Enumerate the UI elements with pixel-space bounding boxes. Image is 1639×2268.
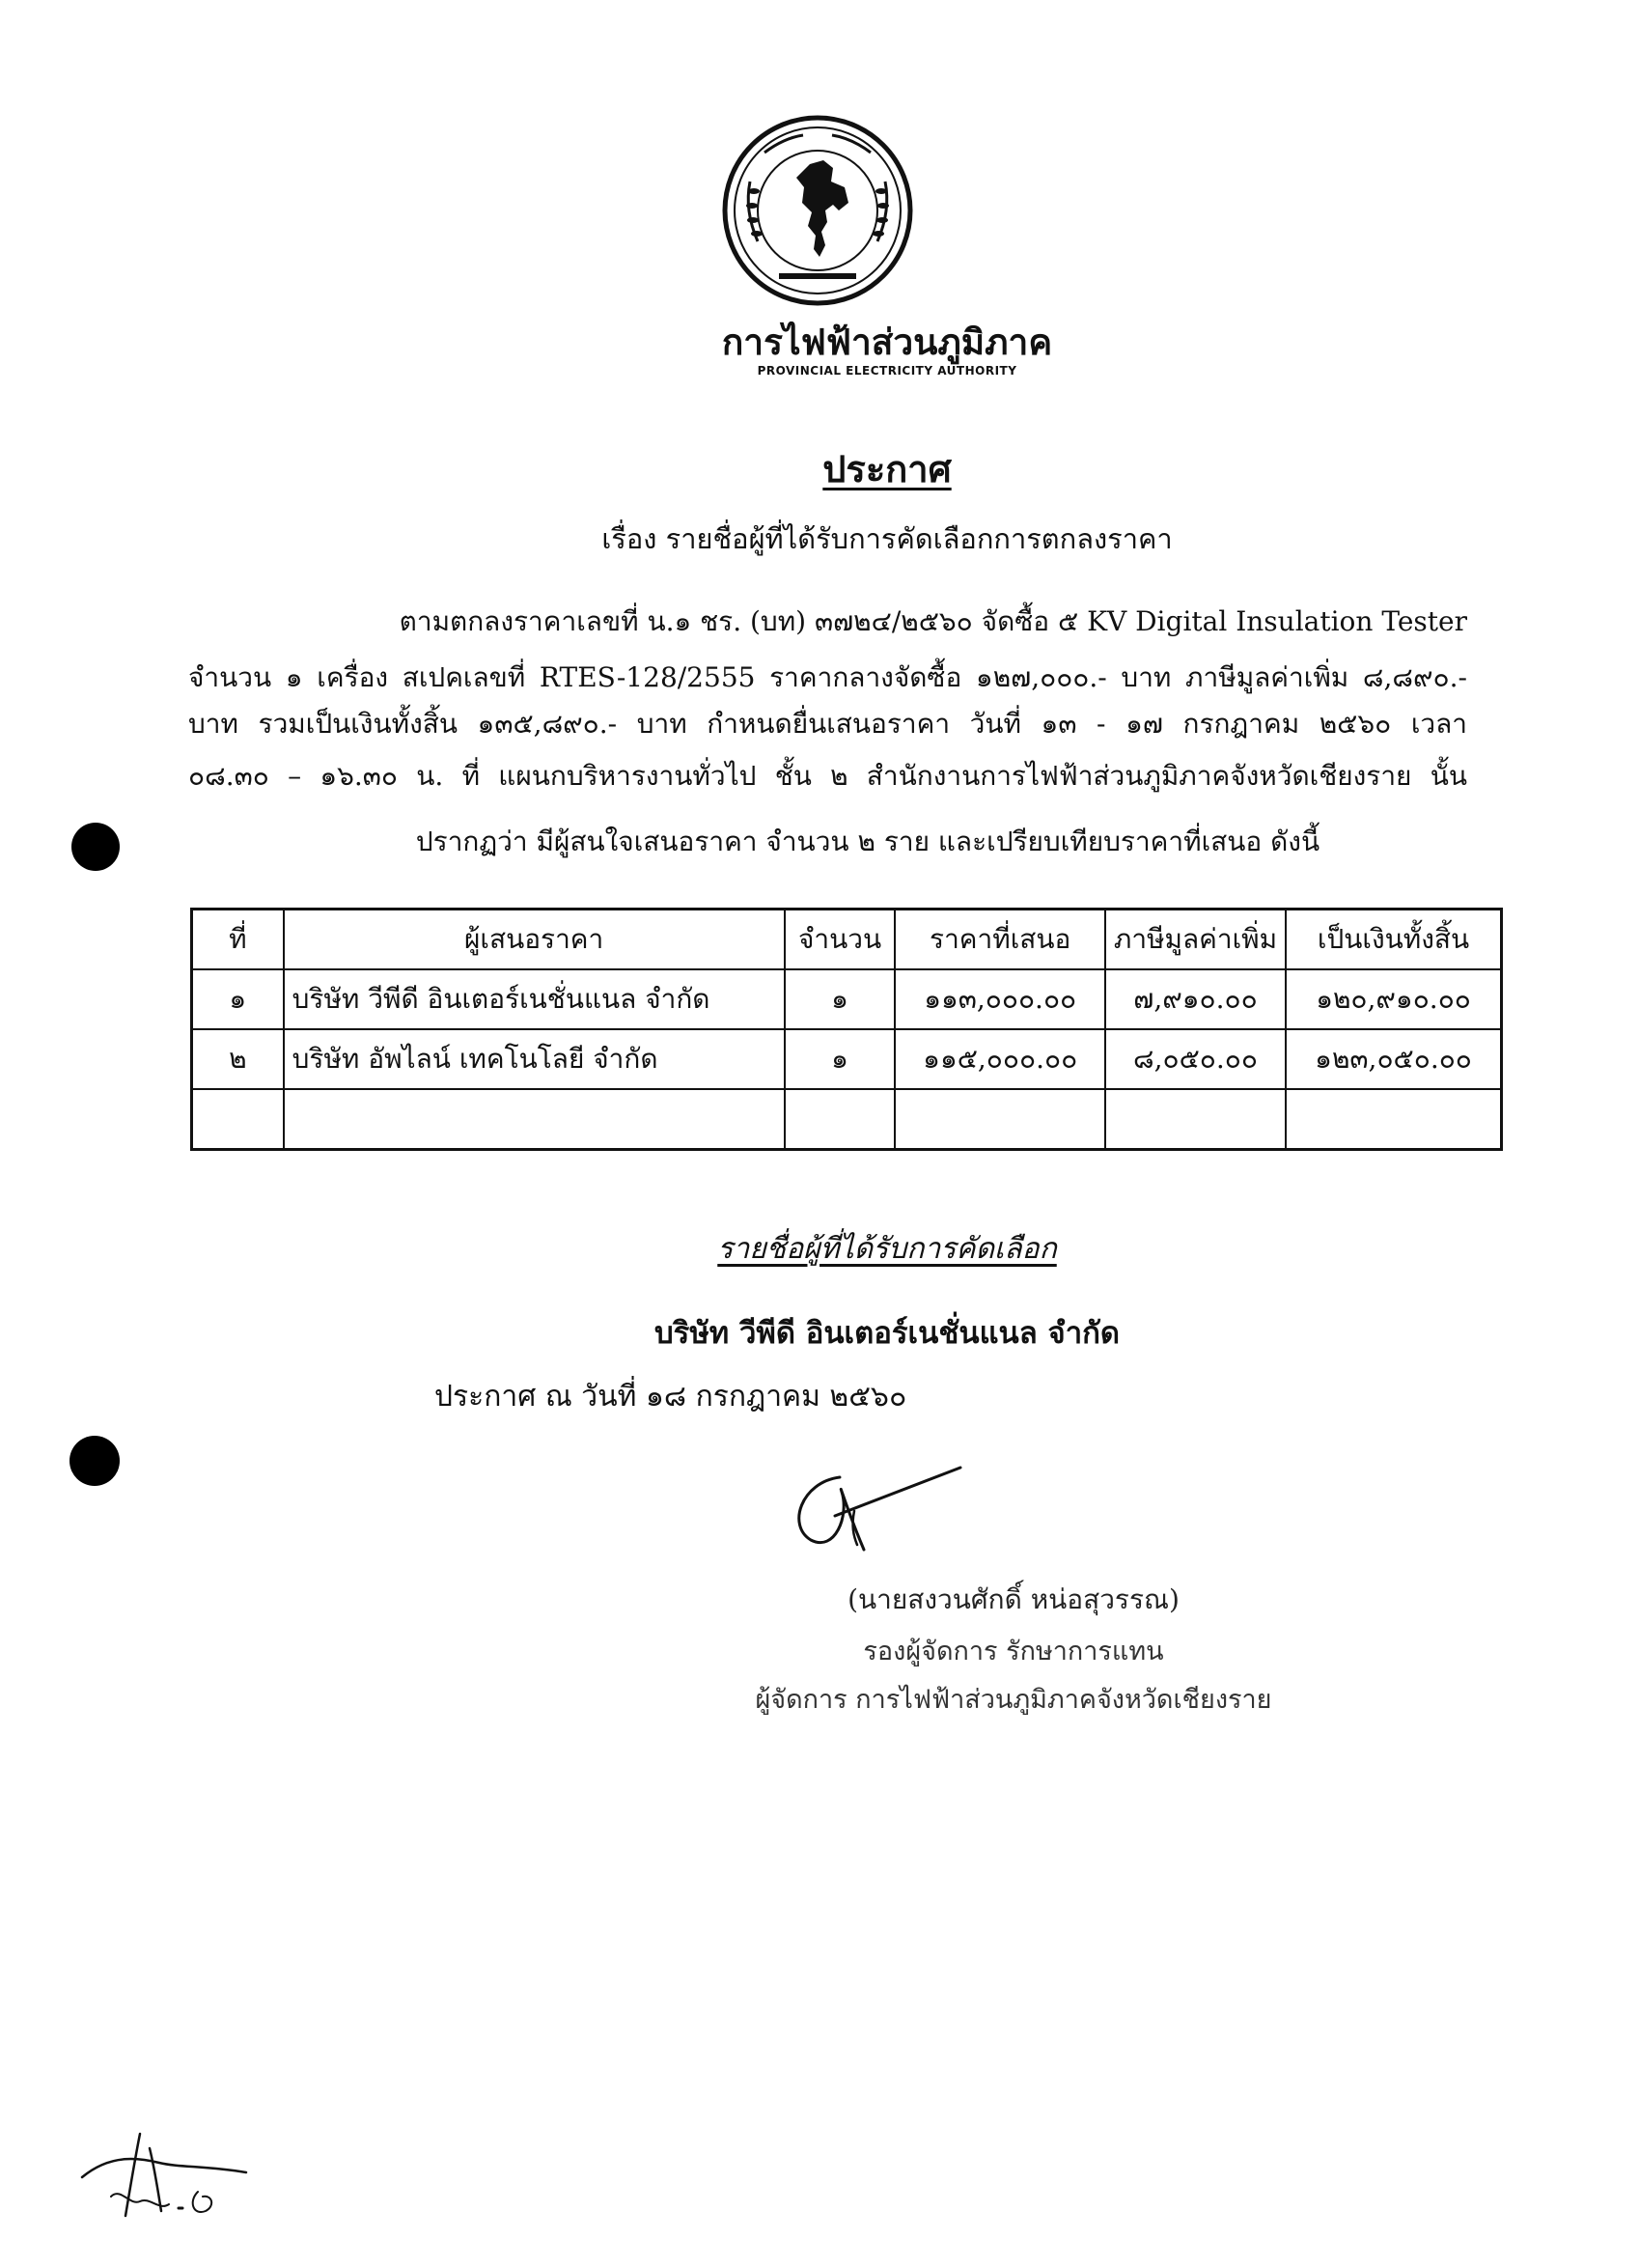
paragraph-line-1: ตามตกลงราคาเลขที่ น.๑ ชร. (บท) ๓๗๒๔/๒๕๖๐ จัดซื้อ ๕ KV Digital Insulation Tester [399, 605, 1467, 637]
cell-no: ๑ [192, 969, 284, 1029]
header-no: ที่ [192, 910, 284, 970]
selected-heading-text: รายชื่อผู้ที่ได้รับการคัดเลือก [717, 1232, 1057, 1266]
document-subject: เรื่อง รายชื่อผู้ที่ได้รับการคัดเลือกการตกลงราคา [601, 522, 1173, 555]
cell-offer-price: ๑๑๕,๐๐๐.๐๐ [895, 1029, 1104, 1089]
signer-position-2: ผู้จัดการ การไฟฟ้าส่วนภูมิภาคจังหวัดเชียงราย [755, 1685, 1272, 1715]
org-name-english: PROVINCIAL ELECTRICITY AUTHORITY [757, 364, 1017, 378]
document-title-text: ประกาศ [822, 447, 952, 490]
cell-vat: ๘,๐๕๐.๐๐ [1105, 1029, 1286, 1089]
selected-company: บริษัท วีพีดี อินเตอร์เนชั่นแนล จำกัด [653, 1316, 1120, 1351]
announcement-date: ประกาศ ณ วันที่ ๑๘ กรกฎาคม ๒๕๖๐ [434, 1380, 907, 1414]
handwritten-signature-icon [782, 1458, 965, 1564]
header-total: เป็นเงินทั้งสิ้น [1286, 910, 1501, 970]
cell-total [1286, 1089, 1501, 1150]
cell-offer-price: ๑๑๓,๐๐๐.๐๐ [895, 969, 1104, 1029]
table-header-row [192, 910, 1502, 970]
signer-name: (นายสงวนศักดิ์ หน่อสุวรรณ) [847, 1583, 1180, 1615]
bid-intro-line: ปรากฏว่า มีผู้สนใจเสนอราคา จำนวน ๒ ราย และเปรียบเทียบราคาที่เสนอ ดังนี้ [415, 826, 1320, 857]
cell-offer-price [895, 1089, 1104, 1150]
cell-vat: ๗,๙๑๐.๐๐ [1105, 969, 1286, 1029]
table-row-empty [192, 1089, 1502, 1150]
signer-position-1: รองผู้จัดการ รักษาการแทน [863, 1637, 1164, 1666]
paragraph-line-4: ๐๘.๓๐ – ๑๖.๓๐ น. ที่ แผนกบริหารงานทั่วไป ชั้น ๒ สำนักงานการไฟฟ้าส่วนภูมิภาคจังหวัดเชียงราย นั้น [188, 760, 1468, 792]
cell-no [192, 1089, 284, 1150]
org-name-thai: การไฟฟ้าส่วนภูมิภาค [721, 322, 1053, 363]
paragraph-line-3: บาท รวมเป็นเงินทั้งสิ้น ๑๓๕,๘๙๐.- บาท กำหนดยื่นเสนอราคา วันที่ ๑๓ - ๑๗ กรกฎาคม ๒๕๖๐ เวลา [188, 708, 1467, 740]
paragraph-line-2: จำนวน ๑ เครื่อง สเปคเลขที่ RTES-128/2555 ราคากลางจัดซื้อ ๑๒๗,๐๐๐.- บาท ภาษีมูลค่าเพิ่ม ๘,๘๙๐.- [188, 661, 1467, 693]
cell-no: ๒ [192, 1029, 284, 1089]
cell-quantity: ๑ [785, 969, 896, 1029]
header-offer-price: ราคาที่เสนอ [895, 910, 1104, 970]
cell-quantity [785, 1089, 896, 1150]
cell-vat [1105, 1089, 1286, 1150]
document-title [0, 439, 1639, 498]
cell-total: ๑๒๓,๐๕๐.๐๐ [1286, 1029, 1501, 1089]
cell-bidder: บริษัท วีพีดี อินเตอร์เนชั่นแนล จำกัด [284, 969, 785, 1029]
bid-comparison-table [190, 908, 1503, 1151]
header-vat: ภาษีมูลค่าเพิ่ม [1105, 910, 1286, 970]
cell-quantity: ๑ [785, 1029, 896, 1089]
header-bidder: ผู้เสนอราคา [284, 910, 785, 970]
selected-heading [0, 1226, 1639, 1272]
header-quantity: จำนวน [785, 910, 896, 970]
punch-hole [69, 1436, 120, 1486]
table-row [192, 1029, 1502, 1089]
pea-emblem-icon [721, 114, 914, 307]
handwritten-initials-icon [72, 2119, 265, 2235]
cell-bidder: บริษัท อัพไลน์ เทคโนโลยี จำกัด [284, 1029, 785, 1089]
cell-total: ๑๒๐,๙๑๐.๐๐ [1286, 969, 1501, 1029]
cell-bidder [284, 1089, 785, 1150]
punch-hole [71, 823, 120, 871]
table-row [192, 969, 1502, 1029]
